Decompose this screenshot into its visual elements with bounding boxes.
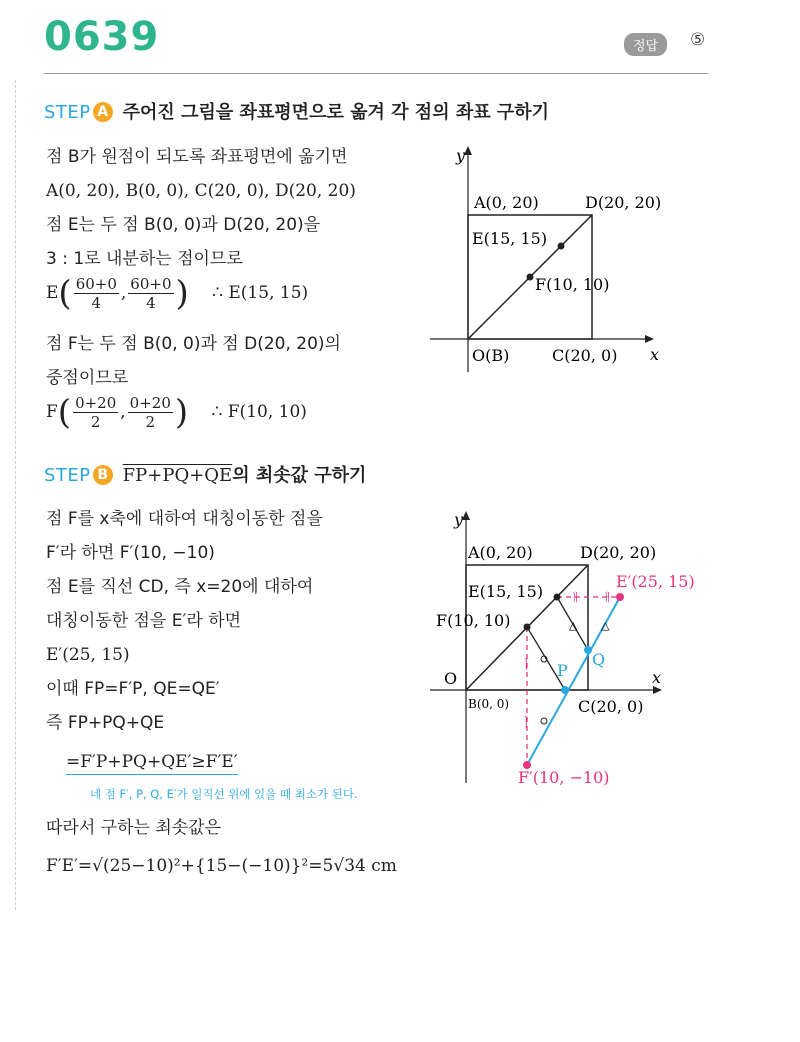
step-a-line4: 3 : 1로 내분하는 점이므로	[46, 249, 243, 269]
step-b-line7: 즉 FP+PQ+QE	[46, 713, 165, 733]
f-coordinate-formula: F( $\frac{0+20}{2}$ , $\frac{0+20}{2}$ ) ∴ F(10, 10)	[46, 392, 307, 433]
fig2-mark-circle-2	[541, 718, 547, 724]
step-a-line7: 중점이므로	[46, 368, 129, 388]
fig2-x-arrow	[653, 686, 662, 694]
fig2-label-e-prime: E′(25, 15)	[616, 572, 695, 591]
step-a-line3: 점 E는 두 점 B(0, 0)과 D(20, 20)을	[46, 215, 321, 235]
margin-line	[15, 80, 16, 910]
fig2-tick-1: ㅣ	[520, 658, 533, 673]
fig2-mark-tri-1: △	[569, 619, 578, 632]
step-b-badge: B	[93, 465, 113, 485]
fig2-label-q: Q	[592, 650, 606, 669]
fig1-x-arrow	[645, 335, 654, 343]
step-b-heading: STEP B FP+PQ+QE의 최솟값 구하기	[44, 465, 367, 486]
fig2-label-e: E(15, 15)	[468, 582, 544, 601]
fig2-label-p: P	[557, 661, 568, 680]
step-b-line2: F′라 하면 F′(10, −10)	[46, 543, 215, 563]
fig1-label-f: F(10, 10)	[535, 275, 610, 294]
step-b-line6: 이때 FP=F′P, QE=QE′	[46, 679, 220, 699]
fig2-x-label: x	[652, 668, 662, 687]
step-b-line3: 점 E를 직선 CD, 즉 x=20에 대하여	[46, 577, 314, 597]
step-b-line4: 대칭이동한 점을 E′라 하면	[46, 611, 242, 631]
fig2-y-arrow	[462, 511, 470, 520]
fig2-point-f	[524, 624, 531, 631]
fig2-mark-tri-2: △	[601, 619, 610, 632]
fig2-label-a: A(0, 20)	[468, 543, 533, 562]
fig2-tick-4: ㅐ	[602, 591, 613, 604]
e-coordinate-formula: E( $\frac{60+0}{4}$ , $\frac{60+0}{4}$ ) ∴ E(15, 15)	[46, 273, 309, 314]
step-a-heading: STEP A 주어진 그림을 좌표평면으로 옮겨 각 점의 좌표 구하기	[44, 102, 550, 123]
figure-2	[420, 505, 720, 790]
answer-value: ⑤	[690, 30, 706, 50]
fig1-y-arrow	[464, 146, 472, 155]
step-b-line5: E′(25, 15)	[46, 645, 130, 665]
fig2-tick-3: ㅐ	[570, 591, 581, 604]
step-a-line6: 점 F는 두 점 B(0, 0)과 점 D(20, 20)의	[46, 334, 341, 354]
fig1-label-o: O(B)	[472, 346, 510, 365]
fig2-tick-2: ㅣ	[520, 716, 533, 731]
step-b-line9: 따라서 구하는 최솟값은	[46, 818, 222, 838]
step-a-line2: A(0, 20), B(0, 0), C(20, 0), D(20, 20)	[46, 181, 356, 201]
fig1-x-label: x	[650, 345, 660, 364]
fig1-label-a: A(0, 20)	[474, 193, 539, 212]
fig2-fp-line	[527, 627, 565, 690]
answer-badge: 정답	[624, 33, 667, 56]
fig1-y-label: y	[456, 146, 466, 165]
problem-number: 0639	[44, 14, 160, 60]
step-a-line1: 점 B가 원점이 되도록 좌표평면에 옮기면	[46, 147, 348, 167]
figure-1	[420, 140, 690, 380]
step-b-line10: F′E′=√(25−10)²+{15−(−10)}²=5√34 cm	[46, 856, 397, 876]
fig1-label-e: E(15, 15)	[472, 229, 548, 248]
fig2-point-p	[561, 686, 569, 694]
fig2-label-d: D(20, 20)	[580, 543, 657, 562]
fig1-point-f	[527, 274, 534, 281]
fig2-label-f-prime: F′(10, −10)	[518, 768, 610, 787]
fig1-label-d: D(20, 20)	[585, 193, 662, 212]
step-b-line1: 점 F를 x축에 대하여 대칭이동한 점을	[46, 509, 323, 529]
fig2-point-e	[554, 594, 561, 601]
fig2-point-e-prime	[616, 593, 624, 601]
step-b-note: 네 점 F′, P, Q, E′가 일직선 위에 있을 때 최소가 된다.	[90, 787, 358, 801]
fig2-label-b: B(0, 0)	[468, 697, 510, 711]
step-b-line8: =F′P+PQ+QE′≥F′E′	[66, 752, 238, 775]
fig2-point-q	[584, 646, 592, 654]
step-a-badge: A	[93, 102, 113, 122]
fig2-label-c: C(20, 0)	[578, 697, 644, 716]
fig2-label-f: F(10, 10)	[436, 611, 511, 630]
fig2-label-o: O	[444, 669, 458, 688]
header-divider	[44, 73, 708, 74]
fig1-label-c: C(20, 0)	[552, 346, 618, 365]
fig2-y-label: y	[454, 510, 464, 529]
fig1-point-e	[558, 243, 565, 250]
